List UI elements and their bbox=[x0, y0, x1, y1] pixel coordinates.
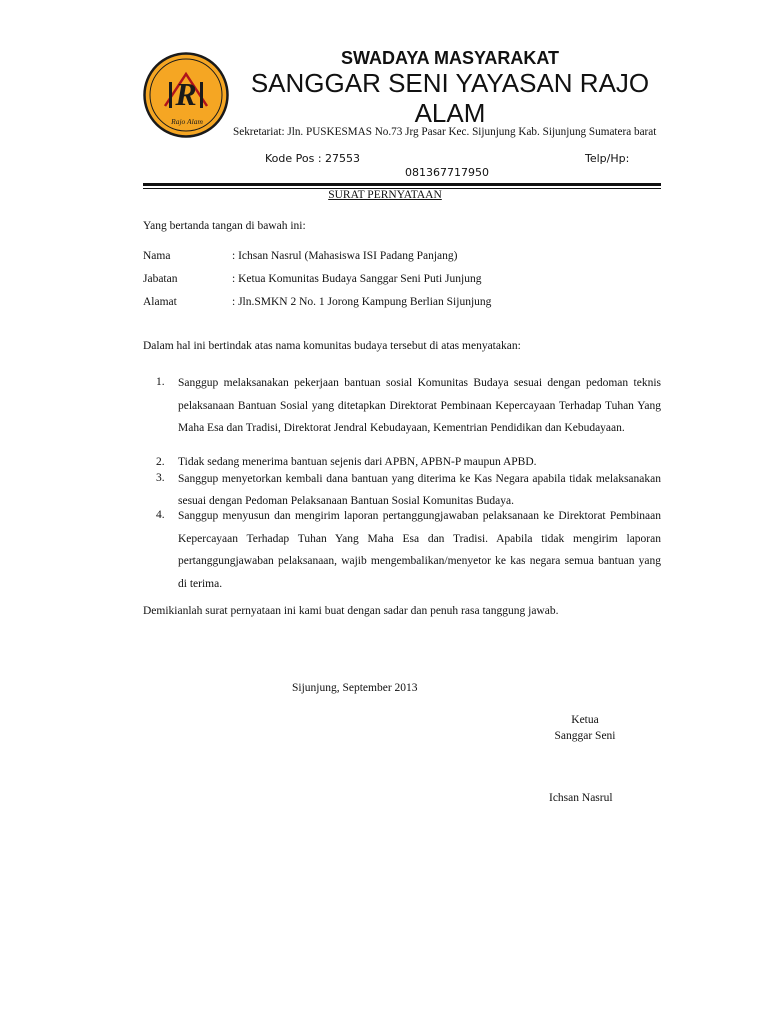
intro-text: Yang bertanda tangan di bawah ini: bbox=[143, 220, 306, 232]
list-item-4: Sanggup menyusun dan mengirim laporan pertanggungjawaban pelaksanaan ke Direktorat Pembinaan Kepercayaan Terhadap Tuhan Yang Maha Esa dan Tradisi. Apabila tidak mengirim laporan pertanggungjawaban pelaksanaan, wajib mengembalikan/menyetor ke kas negara semua bantuan yang di terima. bbox=[178, 510, 661, 590]
signature-role-line1: Ketua bbox=[571, 714, 599, 726]
org-address: Sekretariat: Jln. PUSKESMAS No.73 Jrg Pasar Kec. Sijunjung Kab. Sijunjung Sumatera barat bbox=[233, 126, 657, 138]
header-divider-thick bbox=[143, 183, 661, 186]
field-value-nama: : Ichsan Nasrul (Mahasiswa ISI Padang Panjang) bbox=[232, 250, 458, 262]
list-item-2: Tidak sedang menerima bantuan sejenis dari APBN, APBN-P maupun APBD. bbox=[178, 456, 537, 468]
phone-number: 081367717950 bbox=[405, 166, 489, 179]
list-item-3: Sanggup menyetorkan kembali dana bantuan yang diterima ke Kas Negara apabila tidak melaksanakan sesuai dengan Pedoman Pelaksanaan Bantuan Sosial Komunitas Budaya. bbox=[178, 473, 661, 507]
org-name: SANGGAR SENI YAYASAN RAJO ALAM bbox=[250, 68, 650, 128]
signature-role-line2: Sanggar Seni bbox=[554, 730, 616, 742]
logo-pillar-left bbox=[169, 82, 172, 108]
org-top-line: SWADAYA MASYARAKAT bbox=[340, 48, 560, 68]
field-label-nama: Nama bbox=[143, 250, 171, 262]
list-number-1: 1. bbox=[156, 376, 165, 388]
field-label-alamat: Alamat bbox=[143, 296, 177, 308]
list-number-4: 4. bbox=[156, 509, 165, 521]
field-value-alamat: : Jln.SMKN 2 No. 1 Jorong Kampung Berlian Sijunjung bbox=[232, 296, 492, 308]
statement-text: Dalam hal ini bertindak atas nama komunitas budaya tersebut di atas menyatakan: bbox=[143, 340, 521, 352]
signatory-name: Ichsan Nasrul bbox=[549, 792, 613, 804]
list-number-3: 3. bbox=[156, 472, 165, 484]
rajo-alam-logo bbox=[143, 52, 229, 138]
logo-letter: R bbox=[175, 76, 197, 112]
place-date: Sijunjung, September 2013 bbox=[292, 682, 418, 694]
list-item-1: Sanggup melaksanakan pekerjaan bantuan sosial Komunitas Budaya sesuai dengan pedoman teknis pelaksanaan Bantuan Sosial yang ditetapkan Direktorat Pembinaan Kepercayaan Terhadap Tuhan Yang Maha Esa dan Tradisi, Direktorat Jendral Kebudayaan, Kementrian Pendidikan dan Kebudayaan. bbox=[178, 377, 661, 434]
logo-pillar-right bbox=[200, 82, 203, 108]
field-value-jabatan: : Ketua Komunitas Budaya Sanggar Seni Puti Junjung bbox=[232, 273, 482, 285]
postal-code: Kode Pos : 27553 bbox=[265, 152, 361, 165]
phone-label: Telp/Hp: bbox=[585, 152, 630, 165]
field-label-jabatan: Jabatan bbox=[143, 273, 178, 285]
logo-caption: Rajo Alam bbox=[171, 117, 203, 126]
closing-text: Demikianlah surat pernyataan ini kami buat dengan sadar dan penuh rasa tanggung jawab. bbox=[143, 605, 559, 617]
document-title: SURAT PERNYATAAN bbox=[328, 189, 442, 201]
list-number-2: 2. bbox=[156, 456, 165, 468]
